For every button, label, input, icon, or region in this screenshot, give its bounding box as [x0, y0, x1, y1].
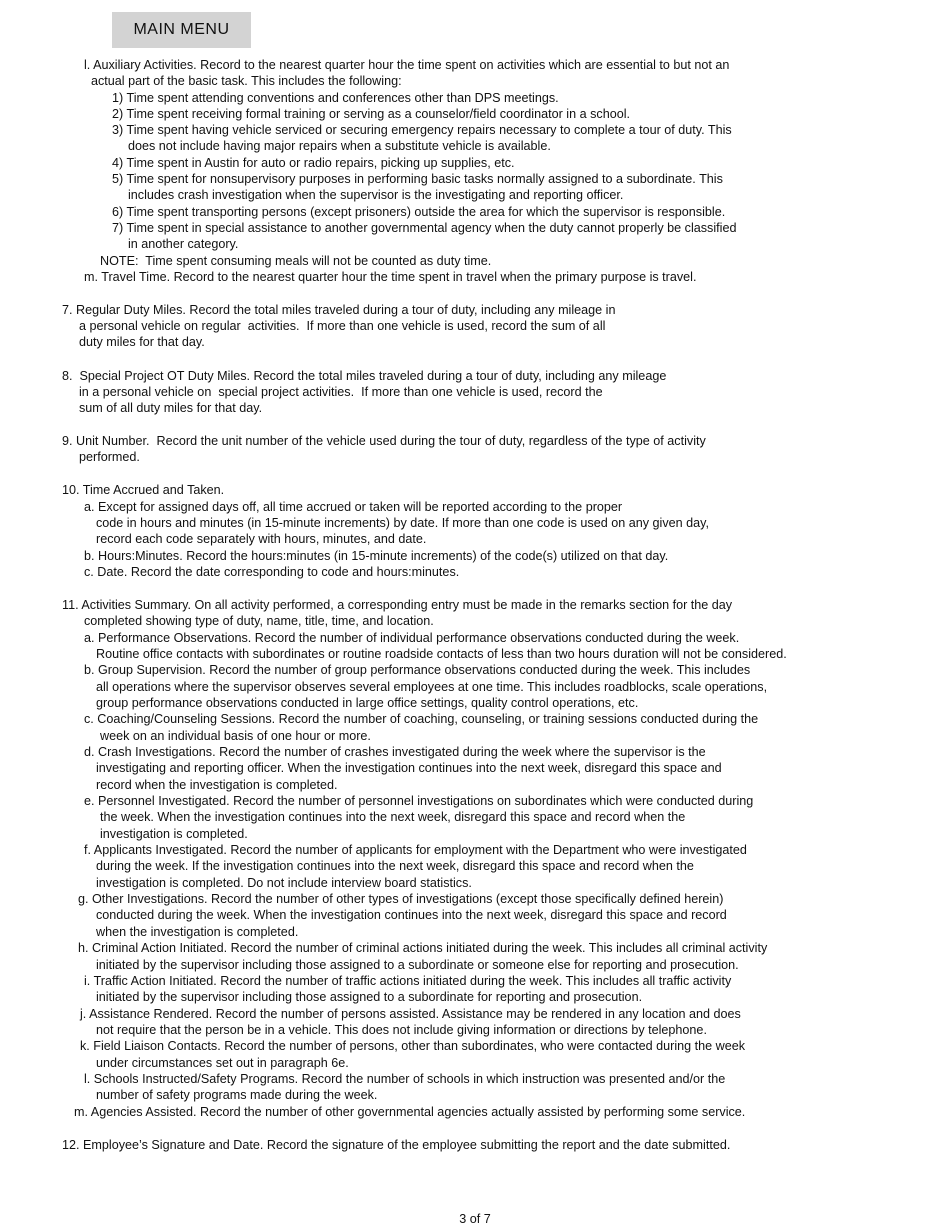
- text-line: actual part of the basic task. This includes the following:: [91, 74, 402, 88]
- text-line: c. Coaching/Counseling Sessions. Record the number of coaching, counseling, or training sessions conducted during the: [84, 712, 759, 726]
- text-line: 7) Time spent in special assistance to another governmental agency when the duty cannot properly be classified: [112, 221, 737, 235]
- text-line: initiated by the supervisor including those assigned to a subordinate for reporting and prosecution.: [96, 990, 643, 1004]
- text-line: 8. Special Project OT Duty Miles. Record the total miles traveled during a tour of duty, including any mileage: [62, 369, 667, 383]
- text-line: the week. When the investigation continues into the next week, disregard this space and record when the: [100, 810, 686, 824]
- text-line: conducted during the week. When the investigation continues into the next week, disregard this space and record: [96, 908, 727, 922]
- text-line: Routine office contacts with subordinates or routine roadside contacts of less than two hours duration will not be considered.: [96, 647, 787, 661]
- text-line: d. Crash Investigations. Record the number of crashes investigated during the week where the supervisor is the: [84, 745, 706, 759]
- text-line: code in hours and minutes (in 15-minute increments) by date. If more than one code is used on any given day,: [96, 516, 710, 530]
- text-line: performed.: [79, 450, 140, 464]
- text-line: e. Personnel Investigated. Record the number of personnel investigations on subordinates which were conducted during: [84, 794, 754, 808]
- text-line: not require that the person be in a vehicle. This does not include giving information or directions by telephone.: [96, 1023, 707, 1037]
- text-line: a personal vehicle on regular activities. If more than one vehicle is used, record the sum of all: [79, 319, 606, 333]
- text-line: includes crash investigation when the supervisor is the investigating and reporting officer.: [128, 188, 624, 202]
- text-line: when the investigation is completed.: [96, 925, 299, 939]
- text-line: a. Performance Observations. Record the number of individual performance observations conducted during the week.: [84, 631, 740, 645]
- text-line: under circumstances set out in paragraph 6e.: [96, 1056, 349, 1070]
- page-number: 3 of 7: [459, 1212, 491, 1226]
- text-line: j. Assistance Rendered. Record the number of persons assisted. Assistance may be rendered in any location and does: [80, 1007, 741, 1021]
- text-line: duty miles for that day.: [79, 335, 205, 349]
- text-line: group performance observations conducted in large office settings, quality control operations, etc.: [96, 696, 639, 710]
- text-line: 10. Time Accrued and Taken.: [62, 483, 225, 497]
- text-line: g. Other Investigations. Record the number of other types of investigations (except those specifically defined herein): [78, 892, 724, 906]
- text-line: number of safety programs made during the week.: [96, 1088, 378, 1102]
- text-line: investigation is completed. Do not include interview board statistics.: [96, 876, 472, 890]
- text-line: does not include having major repairs when a substitute vehicle is available.: [128, 139, 551, 153]
- text-line: 12. Employee’s Signature and Date. Record the signature of the employee submitting the report and the date submitted.: [62, 1138, 731, 1152]
- text-line: initiated by the supervisor including those assigned to a subordinate or someone else for reporting and prosecution.: [96, 958, 739, 972]
- text-line: 7. Regular Duty Miles. Record the total miles traveled during a tour of duty, including any mileage in: [62, 303, 616, 317]
- main-menu-button[interactable]: MAIN MENU: [112, 12, 251, 48]
- text-line: 2) Time spent receiving formal training or serving as a counselor/field coordinator in a school.: [112, 107, 630, 121]
- text-line: l. Schools Instructed/Safety Programs. Record the number of schools in which instruction was presented and/or the: [84, 1072, 726, 1086]
- text-line: 1) Time spent attending conventions and conferences other than DPS meetings.: [112, 91, 559, 105]
- text-line: in another category.: [128, 237, 239, 251]
- text-line: 6) Time spent transporting persons (except prisoners) outside the area for which the supervisor is responsible.: [112, 205, 726, 219]
- text-line: f. Applicants Investigated. Record the number of applicants for employment with the Department who were investigated: [84, 843, 747, 857]
- text-line: l. Auxiliary Activities. Record to the nearest quarter hour the time spent on activities which are essential to but not an: [84, 58, 730, 72]
- text-line: investigation is completed.: [100, 827, 248, 841]
- text-line: 5) Time spent for nonsupervisory purposes in performing basic tasks normally assigned to a subordinate. This: [112, 172, 723, 186]
- text-line: record each code separately with hours, minutes, and date.: [96, 532, 427, 546]
- text-line: sum of all duty miles for that day.: [79, 401, 263, 415]
- text-line: 4) Time spent in Austin for auto or radio repairs, picking up supplies, etc.: [112, 156, 515, 170]
- text-line: during the week. If the investigation continues into the next week, disregard this space and record when the: [96, 859, 694, 873]
- text-line: in a personal vehicle on special project activities. If more than one vehicle is used, record the: [79, 385, 603, 399]
- text-line: NOTE: Time spent consuming meals will not be counted as duty time.: [100, 254, 492, 268]
- text-line: h. Criminal Action Initiated. Record the number of criminal actions initiated during the week. This includes all criminal activity: [78, 941, 768, 955]
- text-line: all operations where the supervisor observes several employees at one time. This includes roadblocks, scale operations,: [96, 680, 768, 694]
- text-line: i. Traffic Action Initiated. Record the number of traffic actions initiated during the week. This includes all traffic activity: [84, 974, 732, 988]
- text-line: a. Except for assigned days off, all time accrued or taken will be reported according to the proper: [84, 500, 623, 514]
- text-line: m. Agencies Assisted. Record the number of other governmental agencies actually assisted by performing some service.: [74, 1105, 746, 1119]
- text-line: k. Field Liaison Contacts. Record the number of persons, other than subordinates, who were contacted during the week: [80, 1039, 746, 1053]
- text-line: 11. Activities Summary. On all activity performed, a corresponding entry must be made in the remarks section for the day: [62, 598, 733, 612]
- text-line: week on an individual basis of one hour or more.: [100, 729, 371, 743]
- text-line: investigating and reporting officer. When the investigation continues into the next week, disregard this space and: [96, 761, 722, 775]
- text-line: b. Group Supervision. Record the number of group performance observations conducted during the week. This includes: [84, 663, 751, 677]
- text-line: record when the investigation is completed.: [96, 778, 338, 792]
- text-line: b. Hours:Minutes. Record the hours:minutes (in 15-minute increments) of the code(s) utilized on that day.: [84, 549, 669, 563]
- text-line: completed showing type of duty, name, title, time, and location.: [84, 614, 434, 628]
- text-line: 3) Time spent having vehicle serviced or securing emergency repairs necessary to complete a tour of duty. This: [112, 123, 732, 137]
- text-line: 9. Unit Number. Record the unit number of the vehicle used during the tour of duty, regardless of the type of activity: [62, 434, 706, 448]
- text-line: c. Date. Record the date corresponding to code and hours:minutes.: [84, 565, 460, 579]
- text-line: m. Travel Time. Record to the nearest quarter hour the time spent in travel when the primary purpose is travel.: [84, 270, 697, 284]
